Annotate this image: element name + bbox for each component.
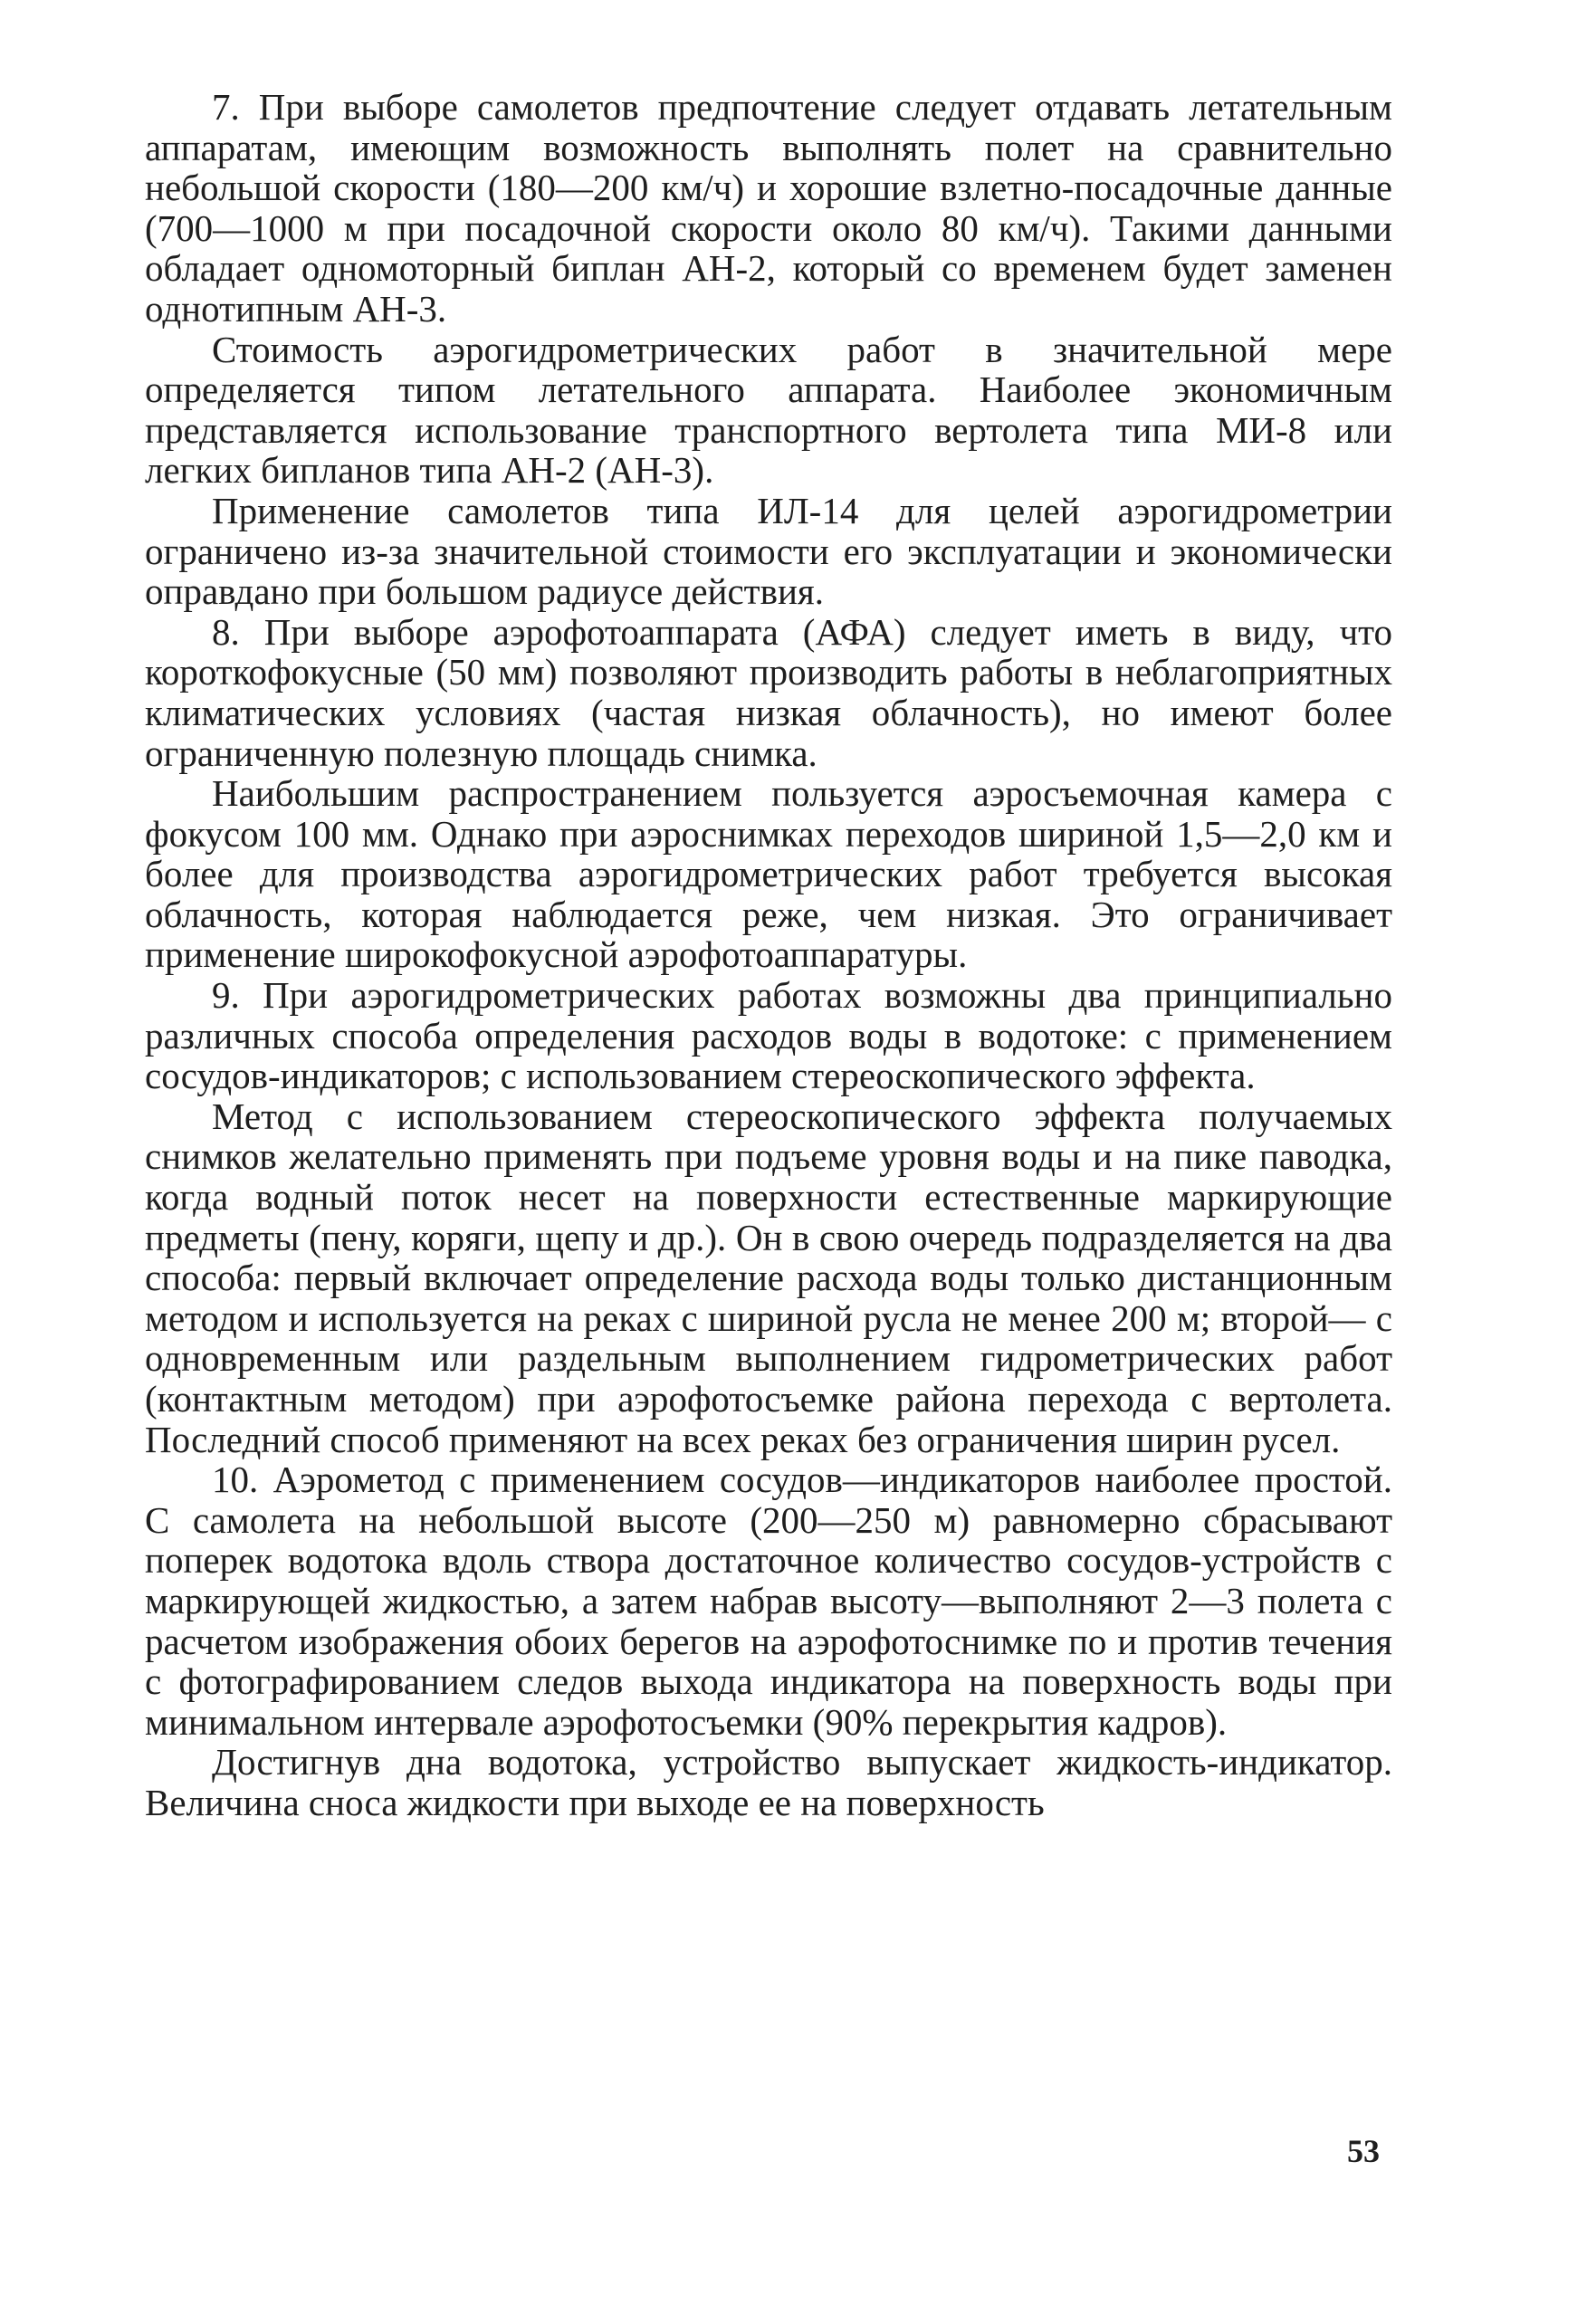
page-body (145, 87, 1392, 1823)
paragraph-camera-choice: 8. При выборе аэрофотоаппарата (АФА) следует иметь в виду, что короткофокусные (50 мм) позволяют производить работы в неблагоприятных климатических условиях (частая низкая облачность), но имеют более ограниченную полезную площадь снимка. (145, 610, 1392, 774)
paragraph-indicator-method: 10. Аэрометод с применением сосудов—индикаторов наиболее простой. С самолета на небольшой высоте (200—250 м) равномерно сбрасывают поперек водотока вдоль створа достаточное количество сосудов-устройств с маркирующей жидкостью, а затем набрав высоту—выполняют 2—3 полета с расчетом изображения обоих берегов на аэрофотоснимке по и против течения с фотографированием следов выхода индикатора на поверхность воды при минимальном интервале аэрофотосъемки (90% перекрытия кадров). (145, 1458, 1392, 1743)
paragraph-indicator-release: Достигнув дна водотока, устройство выпускает жидкость-индикатор. Величина сноса жидкости при выходе ее на поверхность (145, 1741, 1392, 1823)
page-number: 53 (1347, 2133, 1380, 2169)
paragraph-camera-focus: Наибольшим распространением пользуется аэросъемочная камера с фокусом 100 мм. Однако при аэроснимках переходов шириной 1,5—2,0 км и более для производства аэрогидрометрических работ требуется высокая облачность, которая наблюдается реже, чем низкая. Это ограничивает применение широкофокусной аэрофотоаппаратуры. (145, 772, 1392, 976)
paragraph-aircraft-choice: 7. При выборе самолетов предпочтение следует отдавать летательным аппаратам, имеющим возможность выполнять полет на сравнительно небольшой скорости (180—200 км/ч) и хорошие взлетно-посадочные данные (700—1000 м при посадочной скорости около 80 км/ч). Такими данными обладает одномоторный биплан АН-2, который со временем будет заменен однотипным АН-3. (145, 86, 1392, 330)
paragraph-il14: Применение самолетов типа ИЛ-14 для целей аэрогидрометрии ограничено из-за значительной стоимости его эксплуатации и экономически оправдано при большом радиусе действия. (145, 489, 1392, 613)
paragraph-cost: Стоимость аэрогидрометрических работ в значительной мере определяется типом летательного аппарата. Наиболее экономичным представляется использование транспортного вертолета типа МИ-8 или легких бипланов типа АН-2 (АН-3). (145, 328, 1392, 492)
paragraph-methods: 9. При аэрогидрометрических работах возможны два принципиально различных способа определения расходов воды в водотоке: с применением сосудов-индикаторов; с использованием стереоскопического эффекта. (145, 974, 1392, 1097)
paragraph-stereo-method: Метод с использованием стереоскопического эффекта получаемых снимков желательно применять при подъеме уровня воды и на пике паводка, когда водный поток несет на поверхности естественные маркирующие предметы (пену, коряги, щепу и др.). Он в свою очередь подразделяется на два способа: первый включает определение расхода воды только дистанционным методом и используется на реках с шириной русла не менее 200 м; второй— с одновременным или раздельным выполнением гидрометрических работ (контактным методом) при аэрофотосъемке района перехода с вертолета. Последний способ применяют на всех реках без ограничения ширин русел. (145, 1095, 1392, 1460)
